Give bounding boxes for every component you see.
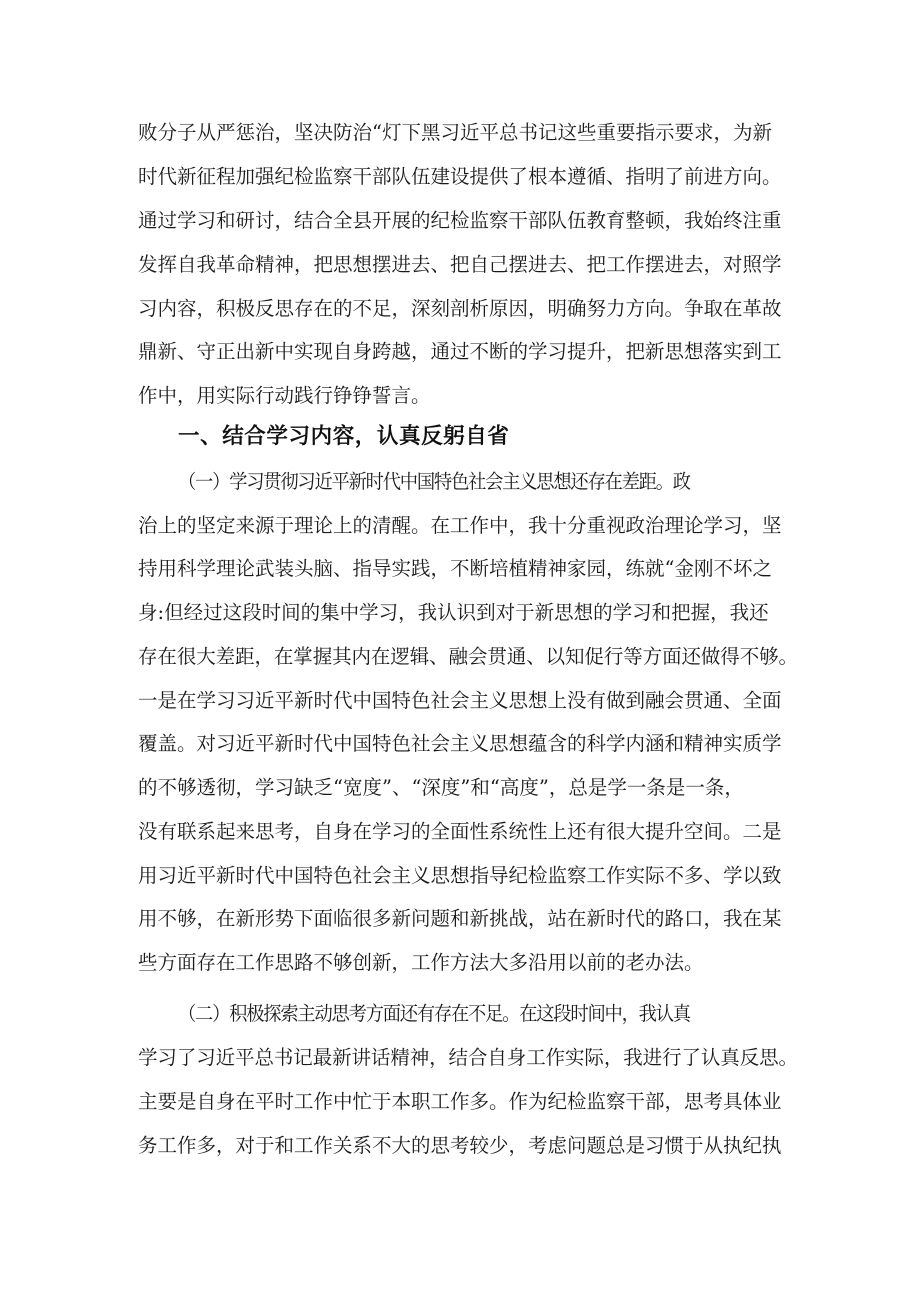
para1-line: 身:但经过这段时间的集中学习，我认识到对于新思想的学习和把握，我还 (138, 601, 769, 624)
para1-line: 没有联系起来思考，自身在学习的全面性系统性上还有很大提升空间。二是 (138, 820, 782, 843)
intro-line: 作中，用实际行动践行铮铮誓言。 (138, 384, 431, 407)
para1-line: 用不够，在新形势下面临很多新问题和新挑战，站在新时代的路口，我在某 (138, 907, 782, 930)
para1-line: 存在很大差距，在掌握其内在逻辑、融会贯通、以知促行等方面还做得不够。 (138, 645, 798, 668)
para1-line: 的不够透彻，学习缺乏“宽度”、“深度”和“高度”，总是学一条是一条， (138, 776, 744, 799)
para1-line: 覆盖。对习近平新时代中国特色社会主义思想蕴含的科学内涵和精神实质学 (138, 732, 782, 755)
intro-line: 败分子从严惩治，坚决防治“灯下黑习近平总书记这些重要指示要求，为新 (138, 121, 772, 144)
para1-line: 治上的坚定来源于理论上的清醒。在工作中，我十分重视政治理论学习，坚 (138, 514, 782, 537)
intro-line: 发挥自我革命精神，把思想摆进去、把自己摆进去、把工作摆进去，对照学 (138, 253, 782, 276)
para1-line: 一是在学习习近平新时代中国特色社会主义思想上没有做到融会贯通、全面 (138, 689, 782, 712)
intro-line: 鼎新、守正出新中实现自身跨越，通过不断的学习提升，把新思想落实到工 (138, 340, 782, 363)
para1-line: 用习近平新时代中国特色社会主义思想指导纪检监察工作实际不多、学以致 (138, 864, 782, 887)
para2-line: 学习了习近平总书记最新讲话精神，结合自身工作实际，我进行了认真反思。 (138, 1046, 798, 1069)
para1-line: 些方面存在工作思路不够创新，工作方法大多沿用以前的老办法。 (138, 951, 704, 974)
intro-line: 通过学习和研讨，结合全县开展的纪检监察干部队伍教育整顿，我始终注重 (138, 209, 782, 232)
para2-line: 务工作多，对于和工作关系不大的思考较少，考虑问题总是习惯于从执纪执 (138, 1134, 782, 1157)
para1-line: 持用科学理论武装头脑、指导实践，不断培植精神家园，练就“金刚不坏之 (138, 557, 772, 580)
para2-line: （二）积极探索主动思考方面还有存在不足。在这段时间中，我认真 (178, 1002, 690, 1025)
intro-line: 习内容，积极反思存在的不足，深刻剖析原因，明确努力方向。争取在革故 (138, 297, 782, 320)
intro-line: 时代新征程加强纪检监察干部队伍建设提供了根本遵循、指明了前进方向。 (138, 165, 782, 188)
para2-line: 主要是自身在平时工作中忙于本职工作多。作为纪检监察干部，思考具体业 (138, 1090, 782, 1113)
para1-line: （一）学习贯彻习近平新时代中国特色社会主义思想还存在差距。政 (178, 470, 690, 493)
section-heading: 一、结合学习内容，认真反躬自省 (178, 424, 510, 449)
